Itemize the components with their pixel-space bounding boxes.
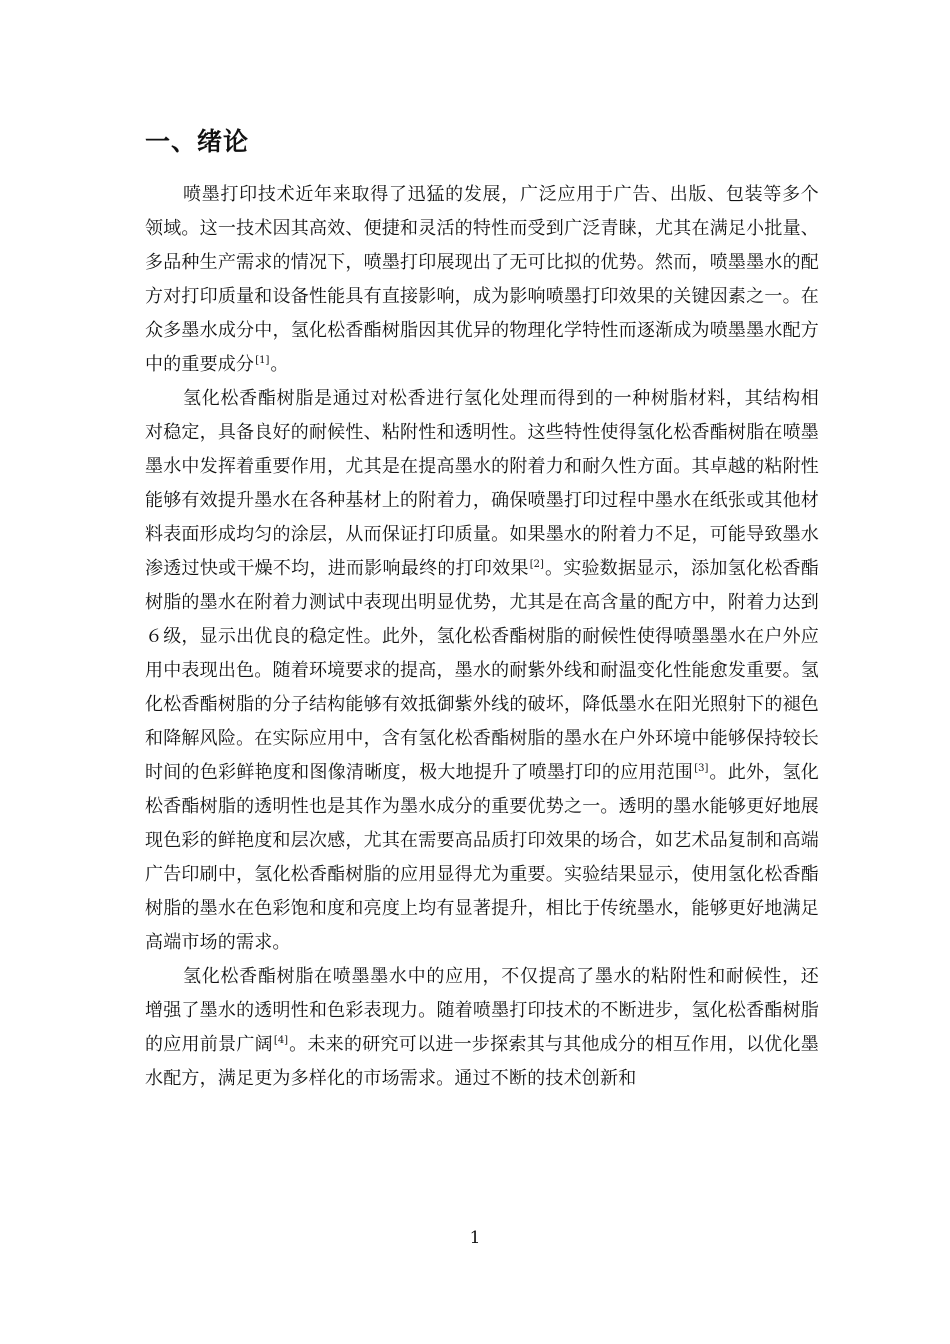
paragraph-text: 。此外，氢化松香酯树脂的透明性也是其作为墨水成分的重要优势之一。透明的墨水能够更好地展现色彩的鲜艳度和层次感，尤其在需要高品质打印效果的场合，如艺术品复制和高端广告印刷中，氢化松香酯树脂的应用显得尤为重要。实验结果显示，使用氢化松香酯树脂的墨水在色彩饱和度和亮度上均有显著提升，相比于传统墨水，能够更好地满足高端市场的需求。 xyxy=(145,762,819,953)
paragraph-text: 氢化松香酯树脂在喷墨墨水中的应用，不仅提高了墨水的粘附性和耐候性，还增强了墨水的透明性和色彩表现力。随着喷墨打印技术的不断进步，氢化松香酯树脂的应用前景广阔 xyxy=(145,966,819,1055)
citation-ref[interactable]: [2] xyxy=(529,559,544,570)
citation-ref[interactable]: [1] xyxy=(255,355,270,366)
paragraph-text: 。实验数据显示，添加氢化松香酯树脂的墨水在附着力测试中表现出明显优势，尤其是在高含量的配方中，附着力达到６级，显示出优良的稳定性。此外，氢化松香酯树脂的耐候性使得喷墨墨水在户外应用中表现出色。随着环境要求的提高，墨水的耐紫外线和耐温变化性能愈发重要。氢化松香酯树脂的分子结构能够有效抵御紫外线的破坏，降低墨水在阳光照射下的褪色和降解风险。在实际应用中，含有氢化松香酯树脂的墨水在户外环境中能够保持较长时间的色彩鲜艳度和图像清晰度，极大地提升了喷墨打印的应用范围 xyxy=(145,558,819,783)
paragraph-3 xyxy=(145,960,819,1096)
page-number: 1 xyxy=(469,1228,481,1248)
citation-ref[interactable]: [3] xyxy=(694,763,709,774)
paragraph-text: 氢化松香酯树脂是通过对松香进行氢化处理而得到的一种树脂材料，其结构相对稳定，具备良好的耐候性、粘附性和透明性。这些特性使得氢化松香酯树脂在喷墨墨水中发挥着重要作用，尤其是在提高墨水的附着力和耐久性方面。其卓越的粘附性能够有效提升墨水在各种基材上的附着力，确保喷墨打印过程中墨水在纸张或其他材料表面形成均匀的涂层，从而保证打印质量。如果墨水的附着力不足，可能导致墨水渗透过快或干燥不均，进而影响最终的打印效果 xyxy=(145,388,819,579)
paragraph-text: 。 xyxy=(270,354,289,375)
paragraph-2 xyxy=(145,382,819,960)
paragraph-text: 。未来的研究可以进一步探索其与其他成分的相互作用，以优化墨水配方，满足更为多样化的市场需求。通过不断的技术创新和 xyxy=(145,1034,820,1089)
citation-ref[interactable]: [4] xyxy=(273,1035,289,1046)
page-content xyxy=(145,124,819,1096)
paragraph-text: 喷墨打印技术近年来取得了迅猛的发展，广泛应用于广告、出版、包装等多个领域。这一技术因其高效、便捷和灵活的特性而受到广泛青睐，尤其在满足小批量、多品种生产需求的情况下，喷墨打印展现出了无可比拟的优势。然而，喷墨墨水的配方对打印质量和设备性能具有直接影响，成为影响喷墨打印效果的关键因素之一。在众多墨水成分中，氢化松香酯树脂因其优异的物理化学特性而逐渐成为喷墨墨水配方中的重要成分 xyxy=(145,184,819,375)
paragraph-1 xyxy=(145,178,819,382)
section-title: 一、绪论 xyxy=(145,127,250,156)
